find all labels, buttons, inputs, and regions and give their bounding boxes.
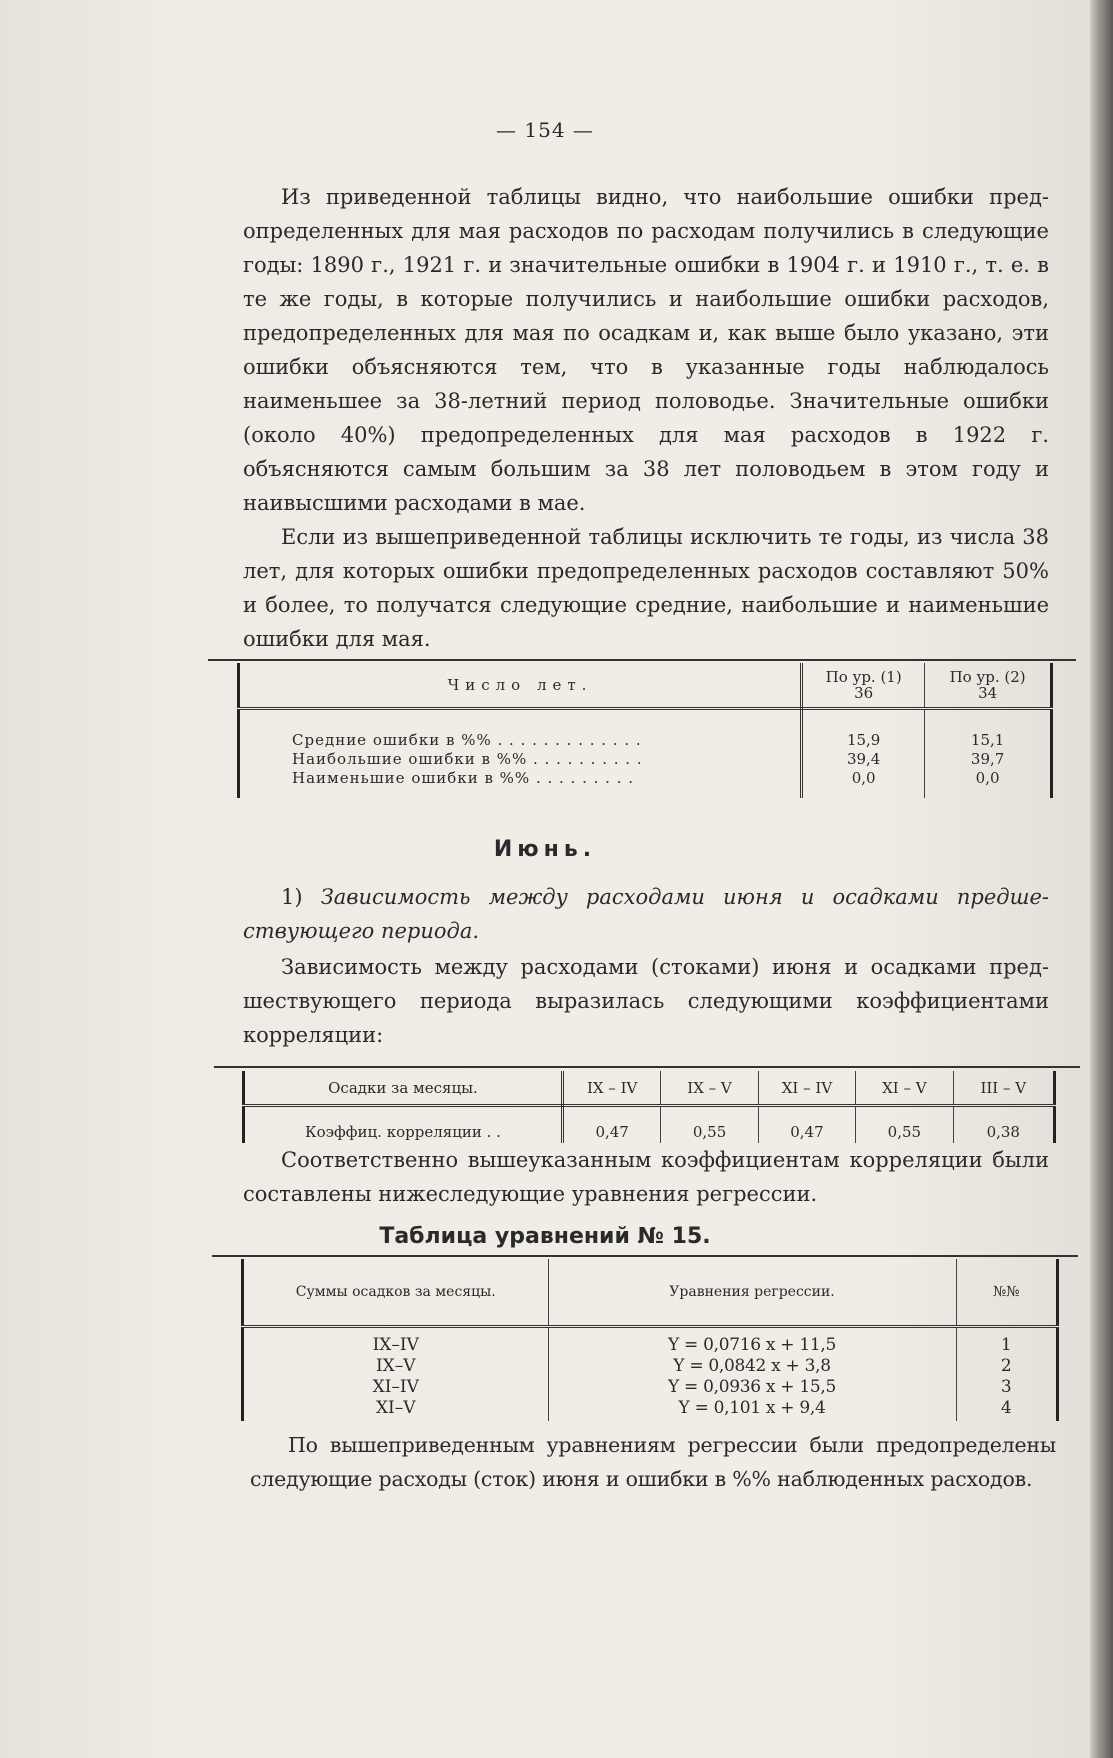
period: XI–IV [243, 1377, 549, 1398]
equation: Y = 0,101 x + 9,4 [548, 1398, 956, 1421]
header-equations: Уравнения регрессии. [548, 1259, 956, 1327]
regression-table [241, 1259, 1059, 1421]
periods-label: Осадки за месяцы. [244, 1071, 563, 1106]
subsection-block [243, 880, 1049, 948]
row-label: Наименьшие ошибки в %% . . . . . . . . . [239, 769, 802, 798]
header-numbers: №№ [956, 1259, 1057, 1327]
page-number: — 154 — [496, 118, 594, 142]
paragraph-2: Если из вышеприведенной таблицы исключить те годы, из числа 38 лет, для которых ошибки предопределенных расходов составляют 50% и более, то получатся следующие средние, наибольшие и наименьшие ошибки для мая. [243, 525, 1049, 651]
table-row [243, 1356, 1058, 1377]
paragraph-2-block [243, 520, 1049, 656]
table-3-top-rule [212, 1255, 1078, 1257]
period: IX – IV [562, 1071, 660, 1106]
equation: Y = 0,0716 x + 11,5 [548, 1327, 956, 1357]
correlation-table [242, 1071, 1056, 1143]
subsection-number: 1) [281, 885, 303, 909]
paragraph-3-block [243, 950, 1049, 1052]
equation-number: 2 [956, 1356, 1057, 1377]
paragraph-4-block [243, 1143, 1049, 1211]
table-row [243, 1398, 1058, 1421]
paragraph-5-block [250, 1428, 1056, 1496]
header-precip-sums: Суммы осадков за месяцы. [243, 1259, 549, 1327]
row-value: 15,1 [925, 709, 1052, 751]
period: IX–IV [243, 1327, 549, 1357]
row-value: 0,0 [925, 769, 1052, 798]
period: XI – IV [758, 1071, 855, 1106]
equation: Y = 0,0842 x + 3,8 [548, 1356, 956, 1377]
coefficient: 0,47 [758, 1106, 855, 1144]
row-value: 0,0 [802, 769, 925, 798]
table-row [239, 750, 1052, 769]
table-row [243, 1327, 1058, 1357]
header-eq2: По ур. (2) 34 [925, 663, 1052, 709]
regression-header [243, 1259, 1058, 1327]
equation-number: 3 [956, 1377, 1057, 1398]
coefficient: 0,55 [661, 1106, 758, 1144]
row-value: 39,7 [925, 750, 1052, 769]
period: XI–V [243, 1398, 549, 1421]
errors-table-header [239, 663, 1052, 709]
period: XI – V [856, 1071, 953, 1106]
coefficient: 0,55 [856, 1106, 953, 1144]
coefficient: 0,47 [562, 1106, 660, 1144]
row-value: 39,4 [802, 750, 925, 769]
table-row [243, 1377, 1058, 1398]
correlation-values-row [244, 1106, 1055, 1144]
paragraph-5: По вышеприведенным уравнениям регрессии были предопределены следующие расходы (сток) июня и ошибки в %% наблюденных расходов. [250, 1433, 1056, 1491]
paragraph-1-block [243, 180, 1049, 520]
row-label: Средние ошибки в %% . . . . . . . . . . . . . [239, 709, 802, 751]
equation-number: 4 [956, 1398, 1057, 1421]
table-row [239, 709, 1052, 751]
row-value: 15,9 [802, 709, 925, 751]
paragraph-4: Соответственно вышеуказанным коэффициентам корреляции были составлены нижеследующие уравнения регрессии. [243, 1148, 1049, 1206]
correlation-periods-row [244, 1071, 1055, 1106]
subsection-heading [243, 880, 1049, 948]
paragraph-1: Из приведенной таблицы видно, что наибольшие ошибки предопределенных для мая расходов по расходам получились в следующие годы: 1890 г., 1921 г. и значительные ошибки в 1904 г. и 1910 г., т. е. в те же годы, в которые получились и наибольшие ошибки расходов, предопределенных для мая по осадкам и, как выше было указано, эти ошибки объясняются тем, что в указанные годы наблюдалось наименьшее за 38-летний период половодье. Значительные ошибки (около 40%) предопределенных для мая расходов в 1922 г. объясняются самым большим за 38 лет половодьем в этом году и наивысшими расходами в мае. [243, 185, 1049, 515]
period: IX–V [243, 1356, 549, 1377]
section-title-june: Июнь. [493, 837, 597, 862]
book-spine [1090, 0, 1113, 1758]
header-years: Число лет. [239, 663, 802, 709]
errors-table [237, 663, 1053, 798]
period: IX – V [661, 1071, 758, 1106]
paragraph-3: Зависимость между расходами (стоками) июня и осадками предшествующего периода выразилась следующими коэффициентами корреляции: [243, 955, 1049, 1047]
equation-number: 1 [956, 1327, 1057, 1357]
table-2-top-rule [214, 1066, 1080, 1068]
coefficient-label: Коэффиц. корреляции . . [244, 1106, 563, 1144]
table-row [239, 769, 1052, 798]
equation: Y = 0,0936 x + 15,5 [548, 1377, 956, 1398]
table-3-title: Таблица уравнений № 15. [379, 1224, 711, 1249]
coefficient: 0,38 [953, 1106, 1054, 1144]
header-eq1: По ур. (1) 36 [802, 663, 925, 709]
subsection-title: Зависимость между расходами июня и осадками предшествующего периода. [243, 885, 1049, 943]
row-label: Наибольшие ошибки в %% . . . . . . . . . . [239, 750, 802, 769]
table-1-top-rule [208, 659, 1076, 661]
period: III – V [953, 1071, 1054, 1106]
